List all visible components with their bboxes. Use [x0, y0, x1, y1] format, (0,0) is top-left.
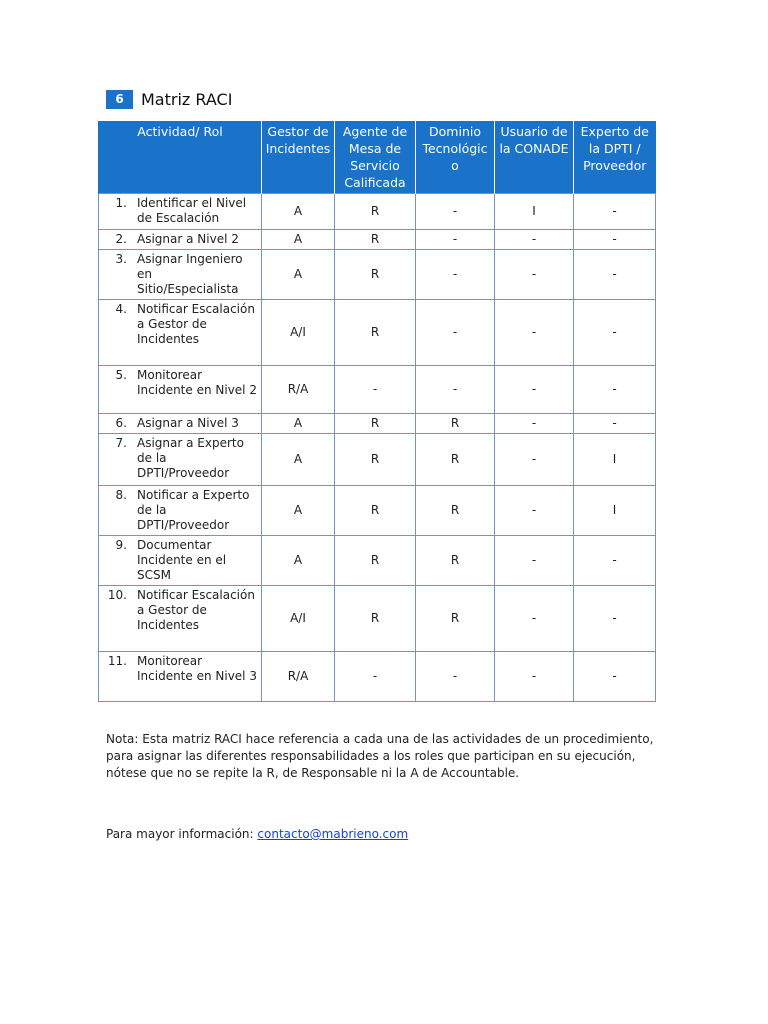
- raci-cell: -: [335, 366, 416, 414]
- raci-cell: R: [335, 486, 416, 536]
- table-row: [99, 194, 656, 230]
- activity-number: 6.: [115, 416, 127, 430]
- section-number-badge: 6: [106, 90, 133, 109]
- raci-cell: -: [574, 250, 656, 300]
- raci-cell: -: [495, 300, 574, 366]
- activity-cell: [99, 434, 262, 486]
- activity-cell: [99, 366, 262, 414]
- raci-cell: R: [335, 414, 416, 434]
- raci-cell: A: [262, 536, 335, 586]
- activity-text: Notificar a Experto de la DPTI/Proveedor: [137, 488, 250, 532]
- activity-text: Asignar Ingeniero en Sitio/Especialista: [137, 252, 243, 296]
- raci-cell: R: [335, 536, 416, 586]
- raci-cell: -: [495, 486, 574, 536]
- activity-cell: [99, 414, 262, 434]
- raci-cell: -: [416, 250, 495, 300]
- raci-cell: I: [574, 486, 656, 536]
- activity-cell: [99, 486, 262, 536]
- table-row: [99, 366, 656, 414]
- raci-cell: -: [495, 586, 574, 652]
- activity-number: 4.: [115, 302, 127, 316]
- table-row: [99, 230, 656, 250]
- raci-cell: R: [416, 414, 495, 434]
- table-row: [99, 414, 656, 434]
- raci-cell: R/A: [262, 652, 335, 702]
- raci-cell: A: [262, 230, 335, 250]
- table-row: [99, 300, 656, 366]
- activity-cell: [99, 230, 262, 250]
- raci-matrix-table: [98, 121, 656, 702]
- activity-cell: [99, 250, 262, 300]
- raci-cell: -: [574, 300, 656, 366]
- table-row: [99, 652, 656, 702]
- raci-cell: -: [416, 300, 495, 366]
- activity-number: 1.: [115, 196, 127, 210]
- activity-number: 11.: [107, 654, 127, 668]
- activity-cell: [99, 536, 262, 586]
- activity-number: 8.: [115, 488, 127, 502]
- activity-text: Identificar el Nivel de Escalación: [137, 196, 247, 225]
- raci-cell: -: [495, 250, 574, 300]
- section-title: Matriz RACI: [141, 90, 233, 109]
- raci-cell: R: [335, 586, 416, 652]
- contact-line: [106, 827, 408, 841]
- raci-cell: -: [574, 194, 656, 230]
- table-row: [99, 250, 656, 300]
- raci-cell: -: [416, 194, 495, 230]
- activity-number: 7.: [115, 436, 127, 450]
- raci-cell: -: [495, 366, 574, 414]
- raci-cell: A: [262, 414, 335, 434]
- note-paragraph: Nota: Esta matriz RACI hace referencia a cada una de las actividades de un procedimiento, para asignar las diferentes responsabilidades a los roles que participan en su ejecución, nótese que no se repite la R, de Responsable ni la A de Accountable.: [106, 732, 654, 780]
- raci-cell: -: [495, 230, 574, 250]
- raci-cell: -: [574, 230, 656, 250]
- activity-text: Asignar a Nivel 3: [137, 416, 239, 430]
- raci-cell: R: [416, 586, 495, 652]
- raci-cell: -: [495, 414, 574, 434]
- raci-cell: A: [262, 434, 335, 486]
- raci-cell: -: [495, 536, 574, 586]
- raci-cell: A/I: [262, 300, 335, 366]
- contact-label: Para mayor información:: [106, 827, 258, 841]
- raci-cell: A: [262, 486, 335, 536]
- raci-cell: -: [495, 652, 574, 702]
- table-row: [99, 586, 656, 652]
- table-row: [99, 536, 656, 586]
- table-header-row: [99, 121, 656, 194]
- raci-cell: R: [416, 486, 495, 536]
- activity-number: 10.: [107, 588, 127, 602]
- activity-number: 5.: [115, 368, 127, 382]
- activity-number: 3.: [115, 252, 127, 266]
- activity-text: Asignar a Experto de la DPTI/Proveedor: [137, 436, 244, 480]
- raci-cell: -: [574, 536, 656, 586]
- raci-cell: R: [416, 536, 495, 586]
- raci-cell: I: [574, 434, 656, 486]
- raci-cell: -: [495, 434, 574, 486]
- column-header-gestor: Gestor de Incidentes: [262, 121, 335, 194]
- raci-cell: -: [574, 414, 656, 434]
- activity-number: 2.: [115, 232, 127, 246]
- raci-cell: -: [574, 652, 656, 702]
- raci-cell: R: [335, 300, 416, 366]
- activity-text: Asignar a Nivel 2: [137, 232, 239, 246]
- raci-cell: A: [262, 194, 335, 230]
- activity-text: Monitorear Incidente en Nivel 3: [137, 654, 257, 683]
- section-heading: [106, 90, 232, 109]
- activity-text: Monitorear Incidente en Nivel 2: [137, 368, 257, 397]
- raci-cell: R: [335, 434, 416, 486]
- column-header-activity: Actividad/ Rol: [99, 121, 262, 194]
- raci-cell: R: [335, 230, 416, 250]
- raci-cell: A/I: [262, 586, 335, 652]
- activity-number: 9.: [115, 538, 127, 552]
- raci-cell: -: [416, 652, 495, 702]
- column-header-agente: Agente de Mesa de Servicio Calificada: [335, 121, 416, 194]
- raci-cell: -: [416, 366, 495, 414]
- activity-text: Notificar Escalación a Gestor de Incidentes: [137, 302, 255, 346]
- table-row: [99, 434, 656, 486]
- column-header-experto: Experto de la DPTI / Proveedor: [574, 121, 656, 194]
- raci-cell: -: [335, 652, 416, 702]
- raci-cell: -: [574, 586, 656, 652]
- raci-cell: R: [416, 434, 495, 486]
- raci-cell: R/A: [262, 366, 335, 414]
- raci-cell: A: [262, 250, 335, 300]
- activity-cell: [99, 586, 262, 652]
- raci-cell: I: [495, 194, 574, 230]
- activity-text: Notificar Escalación a Gestor de Incidentes: [137, 588, 255, 632]
- activity-cell: [99, 652, 262, 702]
- activity-text: Documentar Incidente en el SCSM: [137, 538, 227, 582]
- activity-cell: [99, 300, 262, 366]
- activity-cell: [99, 194, 262, 230]
- raci-cell: -: [574, 366, 656, 414]
- raci-cell: R: [335, 194, 416, 230]
- contact-email-link[interactable]: contacto@mabrieno.com: [257, 827, 409, 841]
- column-header-usuario: Usuario de la CONADE: [495, 121, 574, 194]
- column-header-dominio: Dominio Tecnológic o: [416, 121, 495, 194]
- raci-cell: -: [416, 230, 495, 250]
- table-row: [99, 486, 656, 536]
- raci-cell: R: [335, 250, 416, 300]
